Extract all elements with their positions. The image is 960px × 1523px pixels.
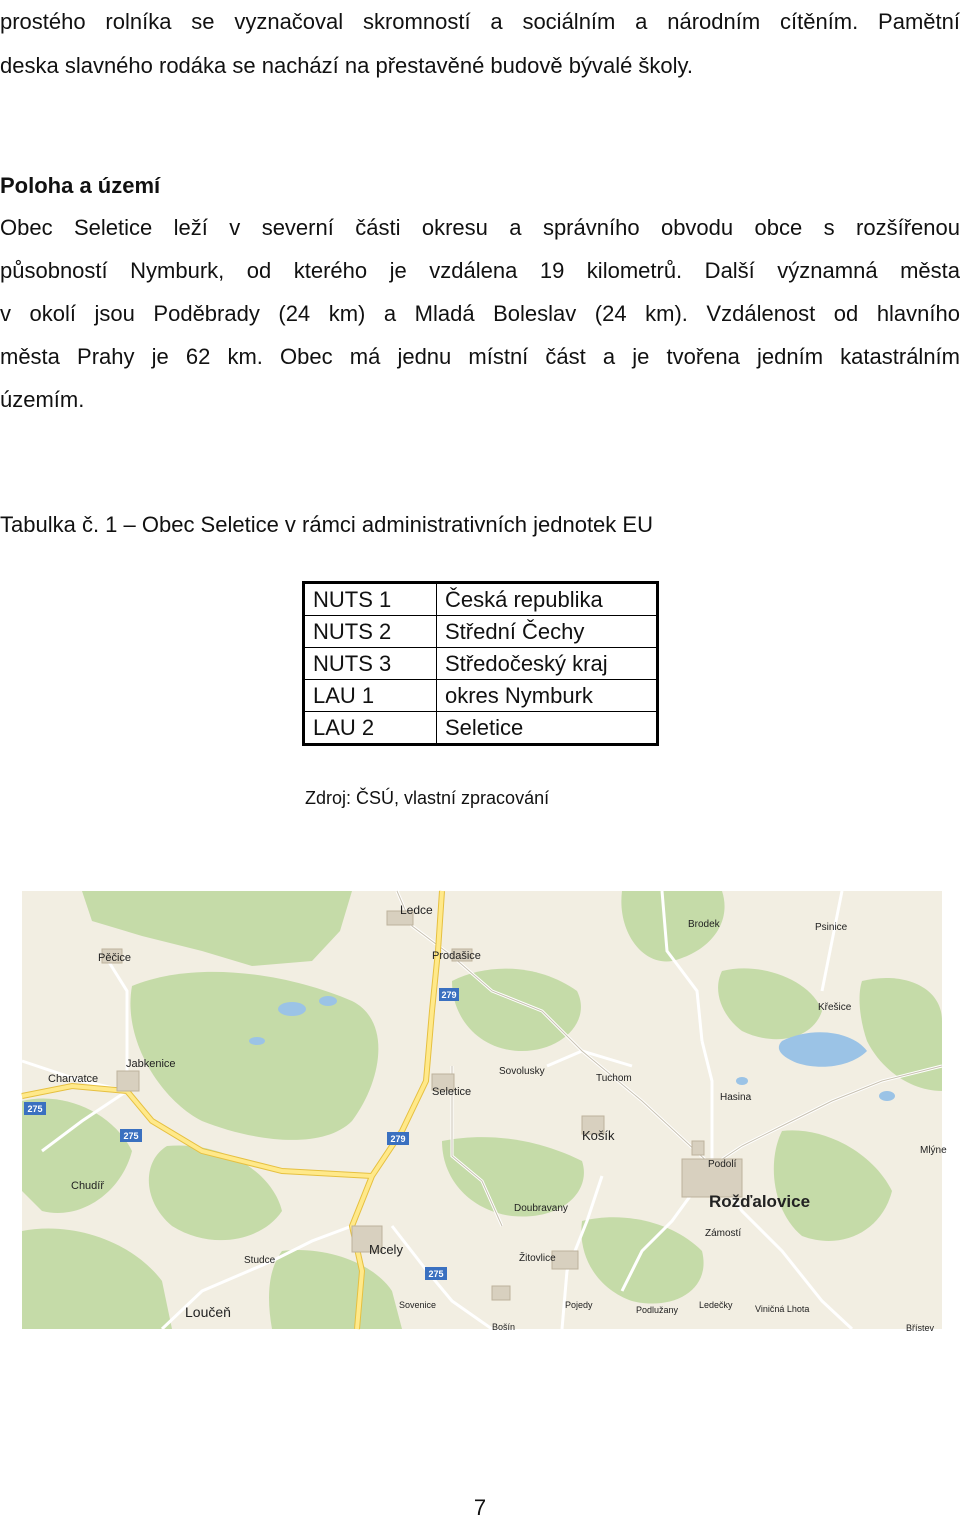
map-background	[22, 891, 942, 1329]
road-number: 279	[441, 990, 457, 1000]
nuts-table	[302, 581, 659, 746]
location-map	[22, 891, 947, 1333]
town-label: Studce	[244, 1255, 276, 1266]
value-cell: Česká republika	[437, 583, 658, 616]
town-label: Pojedy	[565, 1300, 593, 1310]
location-line: působností Nymburk, od kterého je vzdálena 19 kilometrů. Další významná města	[0, 258, 960, 283]
town-label: Mcely	[369, 1242, 403, 1257]
town-label: Zámostí	[705, 1228, 742, 1239]
value-cell: Středočeský kraj	[437, 648, 658, 680]
location-line: v okolí jsou Poděbrady (24 km) a Mladá Boleslav (24 km). Vzdálenost od hlavního	[0, 301, 960, 326]
town-label: Chudíř	[71, 1180, 105, 1192]
unit-cell: NUTS 3	[304, 648, 437, 680]
town-label: Žitovlice	[519, 1253, 556, 1264]
intro-line: prostého rolníka se vyznačoval skromností a sociálním a národním cítěním. Pamětní	[0, 9, 960, 34]
town-label: Křešice	[818, 1002, 852, 1013]
town-label: Brodek	[688, 919, 720, 930]
table-row	[304, 648, 658, 680]
table-row	[304, 712, 658, 745]
town-label: Sovolusky	[499, 1066, 545, 1077]
town-label: Ledečky	[699, 1300, 733, 1310]
location-paragraph	[0, 206, 960, 421]
table-source: Zdroj: ČSÚ, vlastní zpracování	[305, 788, 550, 808]
table-row	[304, 680, 658, 712]
road-number: 275	[428, 1269, 444, 1279]
town-label: Loučeň	[185, 1304, 231, 1320]
table-row	[304, 616, 658, 648]
location-line: města Prahy je 62 km. Obec má jednu místní část a je tvořena jedním katastrálním	[0, 344, 960, 369]
unit-cell: NUTS 1	[304, 583, 437, 616]
town-label: Prodašice	[432, 950, 481, 962]
town-label: Viničná Lhota	[755, 1304, 810, 1314]
town-label: Rožďalovice	[709, 1192, 811, 1211]
value-cell: Střední Čechy	[437, 616, 658, 648]
location-line: územím.	[0, 387, 85, 412]
road-number: 275	[27, 1104, 43, 1114]
town-label: Podolí	[708, 1159, 737, 1170]
town-label: Doubravany	[514, 1203, 568, 1214]
section-heading: Poloha a území	[0, 173, 161, 198]
town-label: Pěčice	[98, 952, 132, 964]
unit-cell: LAU 1	[304, 680, 437, 712]
unit-cell: LAU 2	[304, 712, 437, 745]
value-cell: Seletice	[437, 712, 658, 745]
town-label: Charvatce	[48, 1073, 99, 1085]
town-label: Ledce	[400, 903, 433, 917]
road-number: 275	[123, 1131, 139, 1141]
location-line: Obec Seletice leží v severní části okresu a správního obvodu obce s rozšířenou	[0, 215, 960, 240]
town-label: Tuchom	[596, 1073, 632, 1084]
town-label: Břístev	[906, 1323, 935, 1333]
table-caption: Tabulka č. 1 – Obec Seletice v rámci administrativních jednotek EU	[0, 512, 653, 537]
map-canvas	[22, 891, 947, 1333]
intro-paragraph	[0, 0, 960, 88]
town-label: Sovenice	[399, 1300, 437, 1310]
town-label: Seletice	[432, 1086, 472, 1098]
unit-cell: NUTS 2	[304, 616, 437, 648]
value-cell: okres Nymburk	[437, 680, 658, 712]
town-label: Mlýne	[920, 1145, 947, 1156]
town-label: Jabkenice	[126, 1058, 176, 1070]
town-label: Podlužany	[636, 1305, 679, 1315]
road-number: 279	[390, 1134, 406, 1144]
town-label: Psinice	[815, 922, 848, 933]
town-label: Košík	[582, 1128, 615, 1143]
intro-line: deska slavného rodáka se nachází na přestavěné budově bývalé školy.	[0, 53, 694, 78]
table-row	[304, 583, 658, 616]
town-label: Bošín	[492, 1322, 516, 1332]
town-label: Hasina	[720, 1092, 752, 1103]
page-number: 7	[473, 1495, 487, 1520]
